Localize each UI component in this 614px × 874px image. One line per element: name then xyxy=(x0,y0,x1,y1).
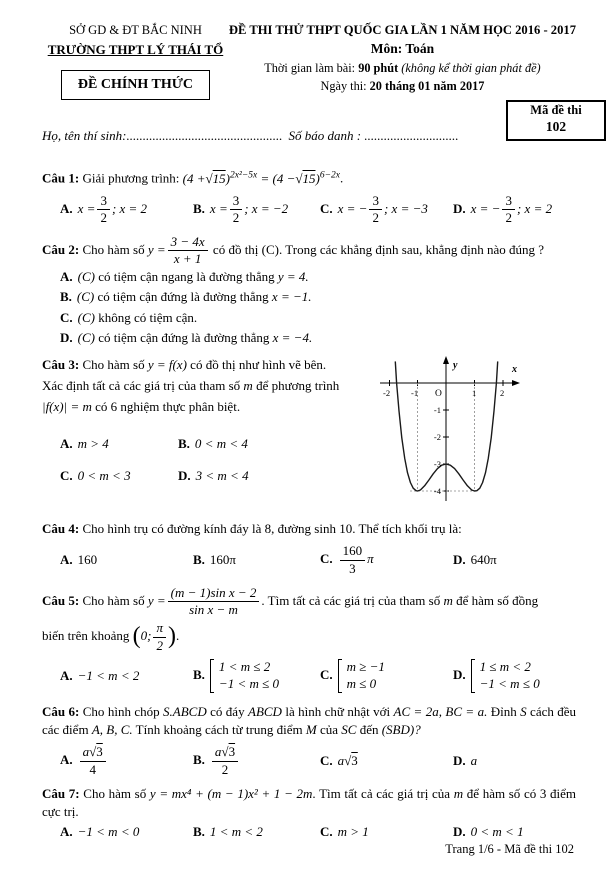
question-5 xyxy=(42,586,576,693)
question-3-stem: Câu 3: Cho hàm số y = f(x) có đồ thị như hình vẽ bên. Xác định tất cả các giá trị của tham số m để phương trình |f(x)| = m có 6 nghiệm thực phân biệt. A. m > 4 B. 0 < m < 4 C. 0 < m < 3 D. 3 < m < 4 xyxy=(42,355,374,508)
question-2-options xyxy=(42,268,576,347)
exam-subject: Môn: Toán xyxy=(370,40,435,56)
option-d: D. 0 < m < 1 xyxy=(453,824,524,840)
question-7-stem: Câu 7: Cho hàm số y = mx⁴ + (m − 1)x² + 1 − 2m. Tìm tất cả các giá trị của m để hàm số có 3 điểm cực trị. xyxy=(42,785,577,820)
question-2 xyxy=(42,235,576,347)
option-a: A. $\frac{a√3}{4}$ xyxy=(60,745,193,777)
option-d: D. 640π xyxy=(453,552,497,567)
duration-prefix: Thời gian làm bài: xyxy=(264,60,359,75)
question-label: Câu 7: xyxy=(42,785,80,801)
official-exam-label: ĐỀ CHÍNH THỨC xyxy=(77,76,194,92)
option-a: A. m > 4 xyxy=(60,436,109,452)
question-6 xyxy=(42,703,576,777)
question-3 xyxy=(42,355,576,508)
option-a: A. −1 < m < 2 xyxy=(60,667,140,683)
question-label: Câu 1: xyxy=(42,170,80,186)
question-label: Câu 4: xyxy=(42,521,80,537)
cases-bracket xyxy=(338,659,342,693)
option-b: B. 160π xyxy=(193,552,236,567)
sqrt-sign: √ xyxy=(344,752,352,768)
question-label: Câu 5: xyxy=(42,592,80,608)
exam-date xyxy=(229,78,576,95)
option-c: C. x = − $\frac{3}{2}$ ; x = −3 xyxy=(320,192,428,226)
question-1-options xyxy=(42,194,576,226)
svg-text:-2: -2 xyxy=(383,387,391,398)
page-footer xyxy=(445,841,574,859)
question-1 xyxy=(42,169,576,225)
question-label: Câu 3: xyxy=(42,356,80,372)
option-b: B. 1 < m < 2 xyxy=(193,824,263,840)
equation: $(4 +√15)^{2x^2-5x} = (4 -√15)^{6-2x}$ xyxy=(182,170,340,186)
svg-text:1: 1 xyxy=(472,387,477,398)
student-name-blank: Họ, tên thí sinh:................................................ xyxy=(42,128,283,144)
svg-text:-1: -1 xyxy=(411,387,419,398)
question-1-stem: Câu 1: Giải phương trình: $(4 +√15)^{2x^2-5x} = (4 -√15)^{6-2x}$. xyxy=(42,170,344,186)
x-axis-label: x xyxy=(512,363,517,375)
question-2-stem: Câu 2: Cho hàm số y = $\frac{3 - 4x}{x + 1}$ có đồ thị (C). Trong các khẳng định sau, khẳng định nào đúng ? xyxy=(42,233,545,266)
question-5-stem: Câu 5: Cho hàm số y = $\frac{\text{(m − 1)sin x − 2}}{\text{sin x − m}}$ . Tìm tất cả các giá trị của tham số m để hàm số đồng xyxy=(42,584,539,618)
option-c: C. (C) không có tiệm cận. xyxy=(60,309,198,325)
svg-text:-2: -2 xyxy=(433,431,441,442)
svg-text:-3: -3 xyxy=(433,458,441,469)
option-b: B. (C) có tiệm cận đứng là đường thẳng x = −1. xyxy=(60,289,312,305)
x-axis-arrow xyxy=(512,380,520,386)
date-prefix: Ngày thi: xyxy=(320,78,370,93)
close-paren: ) xyxy=(167,623,176,650)
official-exam-box xyxy=(61,70,210,101)
exam-code-value: 102 xyxy=(545,118,567,134)
cases-bracket xyxy=(210,659,214,693)
header-left xyxy=(42,22,229,100)
page-info: Trang 1/6 - Mã đề thi 102 xyxy=(445,841,574,856)
exam-code-label: Mã đề thi xyxy=(530,103,582,117)
option-c: C. 0 < m < 3 xyxy=(60,468,131,484)
y-axis-arrow xyxy=(443,356,449,364)
option-d: D. x = − $\frac{3}{2}$ ; x = 2 xyxy=(453,192,553,226)
option-a: A. x = $\frac{3}{2}$ ; x = 2 xyxy=(60,192,148,226)
option-c: C. m ≥ −1 m ≤ 0 xyxy=(320,659,385,691)
department-name: SỞ GD & ĐT BẮC NINH xyxy=(69,23,202,37)
svg-text:-4: -4 xyxy=(433,485,441,496)
header-right xyxy=(229,22,576,100)
header xyxy=(42,22,576,100)
question-6-stem: Câu 6: Cho hình chóp S.ABCD có đáy ABCD là hình chữ nhật với AC = 2a, BC = a. Đỉnh S cách đều các điểm A, B, C. Tính khoảng cách từ trung điểm M của SC đến (SBD)? xyxy=(42,703,577,738)
option-a: A. 160 xyxy=(60,552,98,567)
option-a: A. (C) có tiệm cận ngang là đường thẳng y = 4. xyxy=(60,269,309,285)
duration-note: (không kể thời gian phát đề) xyxy=(401,60,541,75)
exam-duration xyxy=(229,60,576,77)
sqrt-sign: √ xyxy=(89,744,97,760)
open-paren: ( xyxy=(132,623,141,650)
question-7-options xyxy=(42,823,576,841)
question-5-options xyxy=(42,659,576,693)
question-3-options xyxy=(42,434,370,487)
student-id-blank: Số báo danh : ............................. xyxy=(288,128,459,144)
question-6-options xyxy=(42,745,576,777)
sqrt-sign: √ xyxy=(221,744,229,760)
option-d: D. 1 ≤ m < 2 −1 < m ≤ 0 xyxy=(453,659,540,691)
option-d: D. (C) có tiệm cận đứng là đường thẳng x = −4. xyxy=(60,329,313,345)
y-axis-label: y xyxy=(453,359,458,371)
option-c: C. m > 1 xyxy=(320,824,369,840)
option-c: C. $\frac{160}{3}$ π xyxy=(320,543,374,576)
question-text: Giải phương trình: xyxy=(82,170,180,186)
question-5-stem-line2: biến trên khoảng (0; $\frac{\pi}{2}$ ). xyxy=(42,620,180,653)
function-graph xyxy=(374,355,576,508)
exam-code-box xyxy=(506,100,606,141)
option-b: B. 1 < m ≤ 2 −1 < m ≤ 0 xyxy=(193,659,279,691)
option-d: D. 3 < m < 4 xyxy=(178,468,249,484)
option-c: C. a√3 xyxy=(320,752,358,768)
sqrt-sign: √ xyxy=(205,170,213,186)
date-value: 20 tháng 01 năm 2017 xyxy=(369,78,485,93)
exam-title: ĐỀ THI THỬ THPT QUỐC GIA LẦN 1 NĂM HỌC 2016 - 2017 xyxy=(228,23,576,37)
question-label: Câu 2: xyxy=(42,241,80,257)
school-name: TRƯỜNG THPT LÝ THÁI TỔ xyxy=(47,41,224,57)
question-label: Câu 6: xyxy=(42,703,80,719)
origin-label: O xyxy=(435,388,442,399)
option-a: A. −1 < m < 0 xyxy=(60,824,140,840)
duration-value: 90 phút xyxy=(358,60,402,75)
question-4 xyxy=(42,520,576,576)
graph-svg xyxy=(374,355,574,503)
option-b: B. 0 < m < 4 xyxy=(178,436,248,452)
question-4-stem: Câu 4: Cho hình trụ có đường kính đáy là 8, đường sinh 10. Thể tích khối trụ là: xyxy=(42,521,462,537)
svg-text:-1: -1 xyxy=(433,404,441,415)
cases-bracket xyxy=(471,659,475,693)
sqrt-sign: √ xyxy=(295,170,303,186)
svg-text:2: 2 xyxy=(500,387,505,398)
question-7 xyxy=(42,785,576,842)
option-d: D. a xyxy=(453,752,478,768)
question-4-options xyxy=(42,544,576,576)
student-info-row xyxy=(42,127,576,145)
option-b: B. x = $\frac{3}{2}$ ; x = −2 xyxy=(193,192,289,226)
option-b: B. $\frac{a√3}{2}$ xyxy=(193,745,320,777)
